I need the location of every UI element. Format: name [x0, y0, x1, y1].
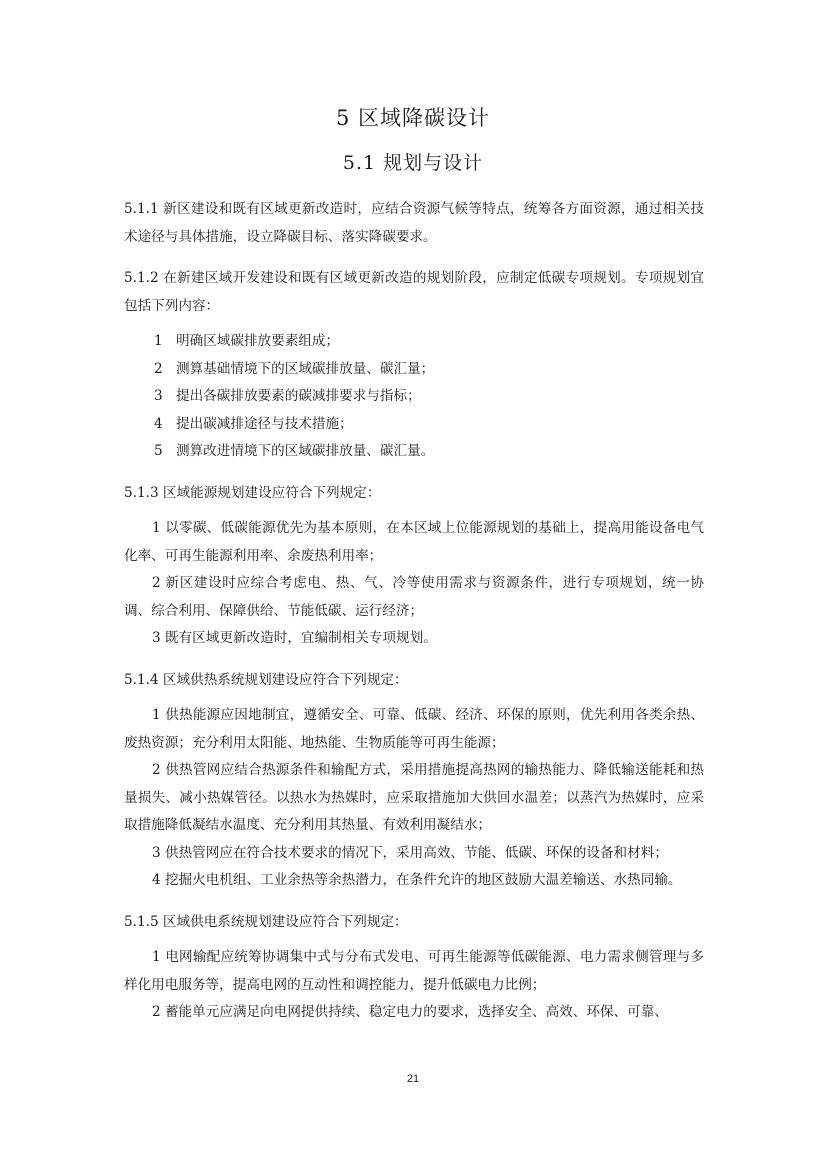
clause-5-1-3: 5.1.3 区域能源规划建设应符合下列规定： [124, 484, 381, 501]
clause-paragraph: 2 供热管网应结合热源条件和输配方式，采用措施提高热网的输热能力、降低输送能耗和热量损失、减小热媒管径。以热水为热媒时，应采取措施加大供回水温差；以蒸汽为热媒时，应采取措施降低凝结水温度、充分利用其热量、有效利用凝结水； [124, 762, 704, 833]
paras-5-1-4 [124, 702, 704, 895]
document-body [124, 196, 704, 1041]
chapter-title: 5 区域降碳设计 [335, 106, 491, 130]
clause-5-1-5: 5.1.5 区域供电系统规划建设应符合下列规定： [124, 913, 408, 930]
clause-paragraph: 2 新区建设时应综合考虑电、热、气、冷等使用需求与资源条件，进行专项规划，统一协调、综合利用、保障供给、节能低碳、运行经济； [124, 575, 704, 619]
clause-5-1-2: 5.1.2 在新建区域开发建设和既有区域更新改造的规划阶段，应制定低碳专项规划。专项规划宜包括下列内容： [124, 270, 704, 314]
section-title: 5.1 规划与设计 [342, 152, 484, 174]
paras-5-1-5 [124, 944, 704, 1027]
clause-paragraph: 1 以零碳、低碳能源优先为基本原则，在本区域上位能源规划的基础上，提高用能设备电气化率、可再生能源利用率、余废热利用率； [124, 520, 704, 564]
clause-paragraph: 2 蓄能单元应满足向电网提供持续、稳定电力的要求，选择安全、高效、环保、可靠、 [152, 1004, 668, 1020]
list-item: 5 测算改进情境下的区域碳排放量、碳汇量。 [154, 443, 435, 459]
clause-paragraph: 4 挖掘火电机组、工业余热等余热潜力，在条件允许的地区鼓励大温差输送、水热同输。 [152, 872, 682, 888]
clause-paragraph: 1 电网输配应统筹协调集中式与分布式发电、可再生能源等低碳能源、电力需求侧管理与多样化用电服务等，提高电网的互动性和调控能力，提升低碳电力比例； [124, 949, 704, 993]
list-item: 2 测算基础情境下的区域碳排放量、碳汇量； [154, 360, 435, 377]
clause-paragraph: 3 供热管网应在符合技术要求的情况下，采用高效、节能、低碳、环保的设备和材料； [152, 844, 668, 861]
clause-5-1-1: 5.1.1 新区建设和既有区域更新改造时，应结合资源气候等特点，统筹各方面资源，通过相关技术途径与具体措施，设立降碳目标、落实降碳要求。 [124, 201, 704, 245]
clause-paragraph: 1 供热能源应因地制宜，遵循安全、可靠、低碳、经济、环保的原则，优先利用各类余热、废热资源；充分利用太阳能、地热能、生物质能等可再生能源； [124, 707, 704, 751]
paras-5-1-3 [124, 515, 704, 653]
clause-paragraph: 3 既有区域更新改造时，宜编制相关专项规划。 [152, 630, 437, 646]
list-item: 3 提出各碳排放要素的碳减排要求与指标； [154, 388, 421, 404]
page-number: 21 [406, 1073, 420, 1085]
clause-5-1-4: 5.1.4 区域供热系统规划建设应符合下列规定： [124, 671, 408, 688]
list-item: 1 明确区域碳排放要素组成； [154, 333, 340, 349]
list-item: 4 提出碳减排途径与技术措施； [154, 415, 353, 432]
list-5-1-2 [124, 328, 704, 466]
